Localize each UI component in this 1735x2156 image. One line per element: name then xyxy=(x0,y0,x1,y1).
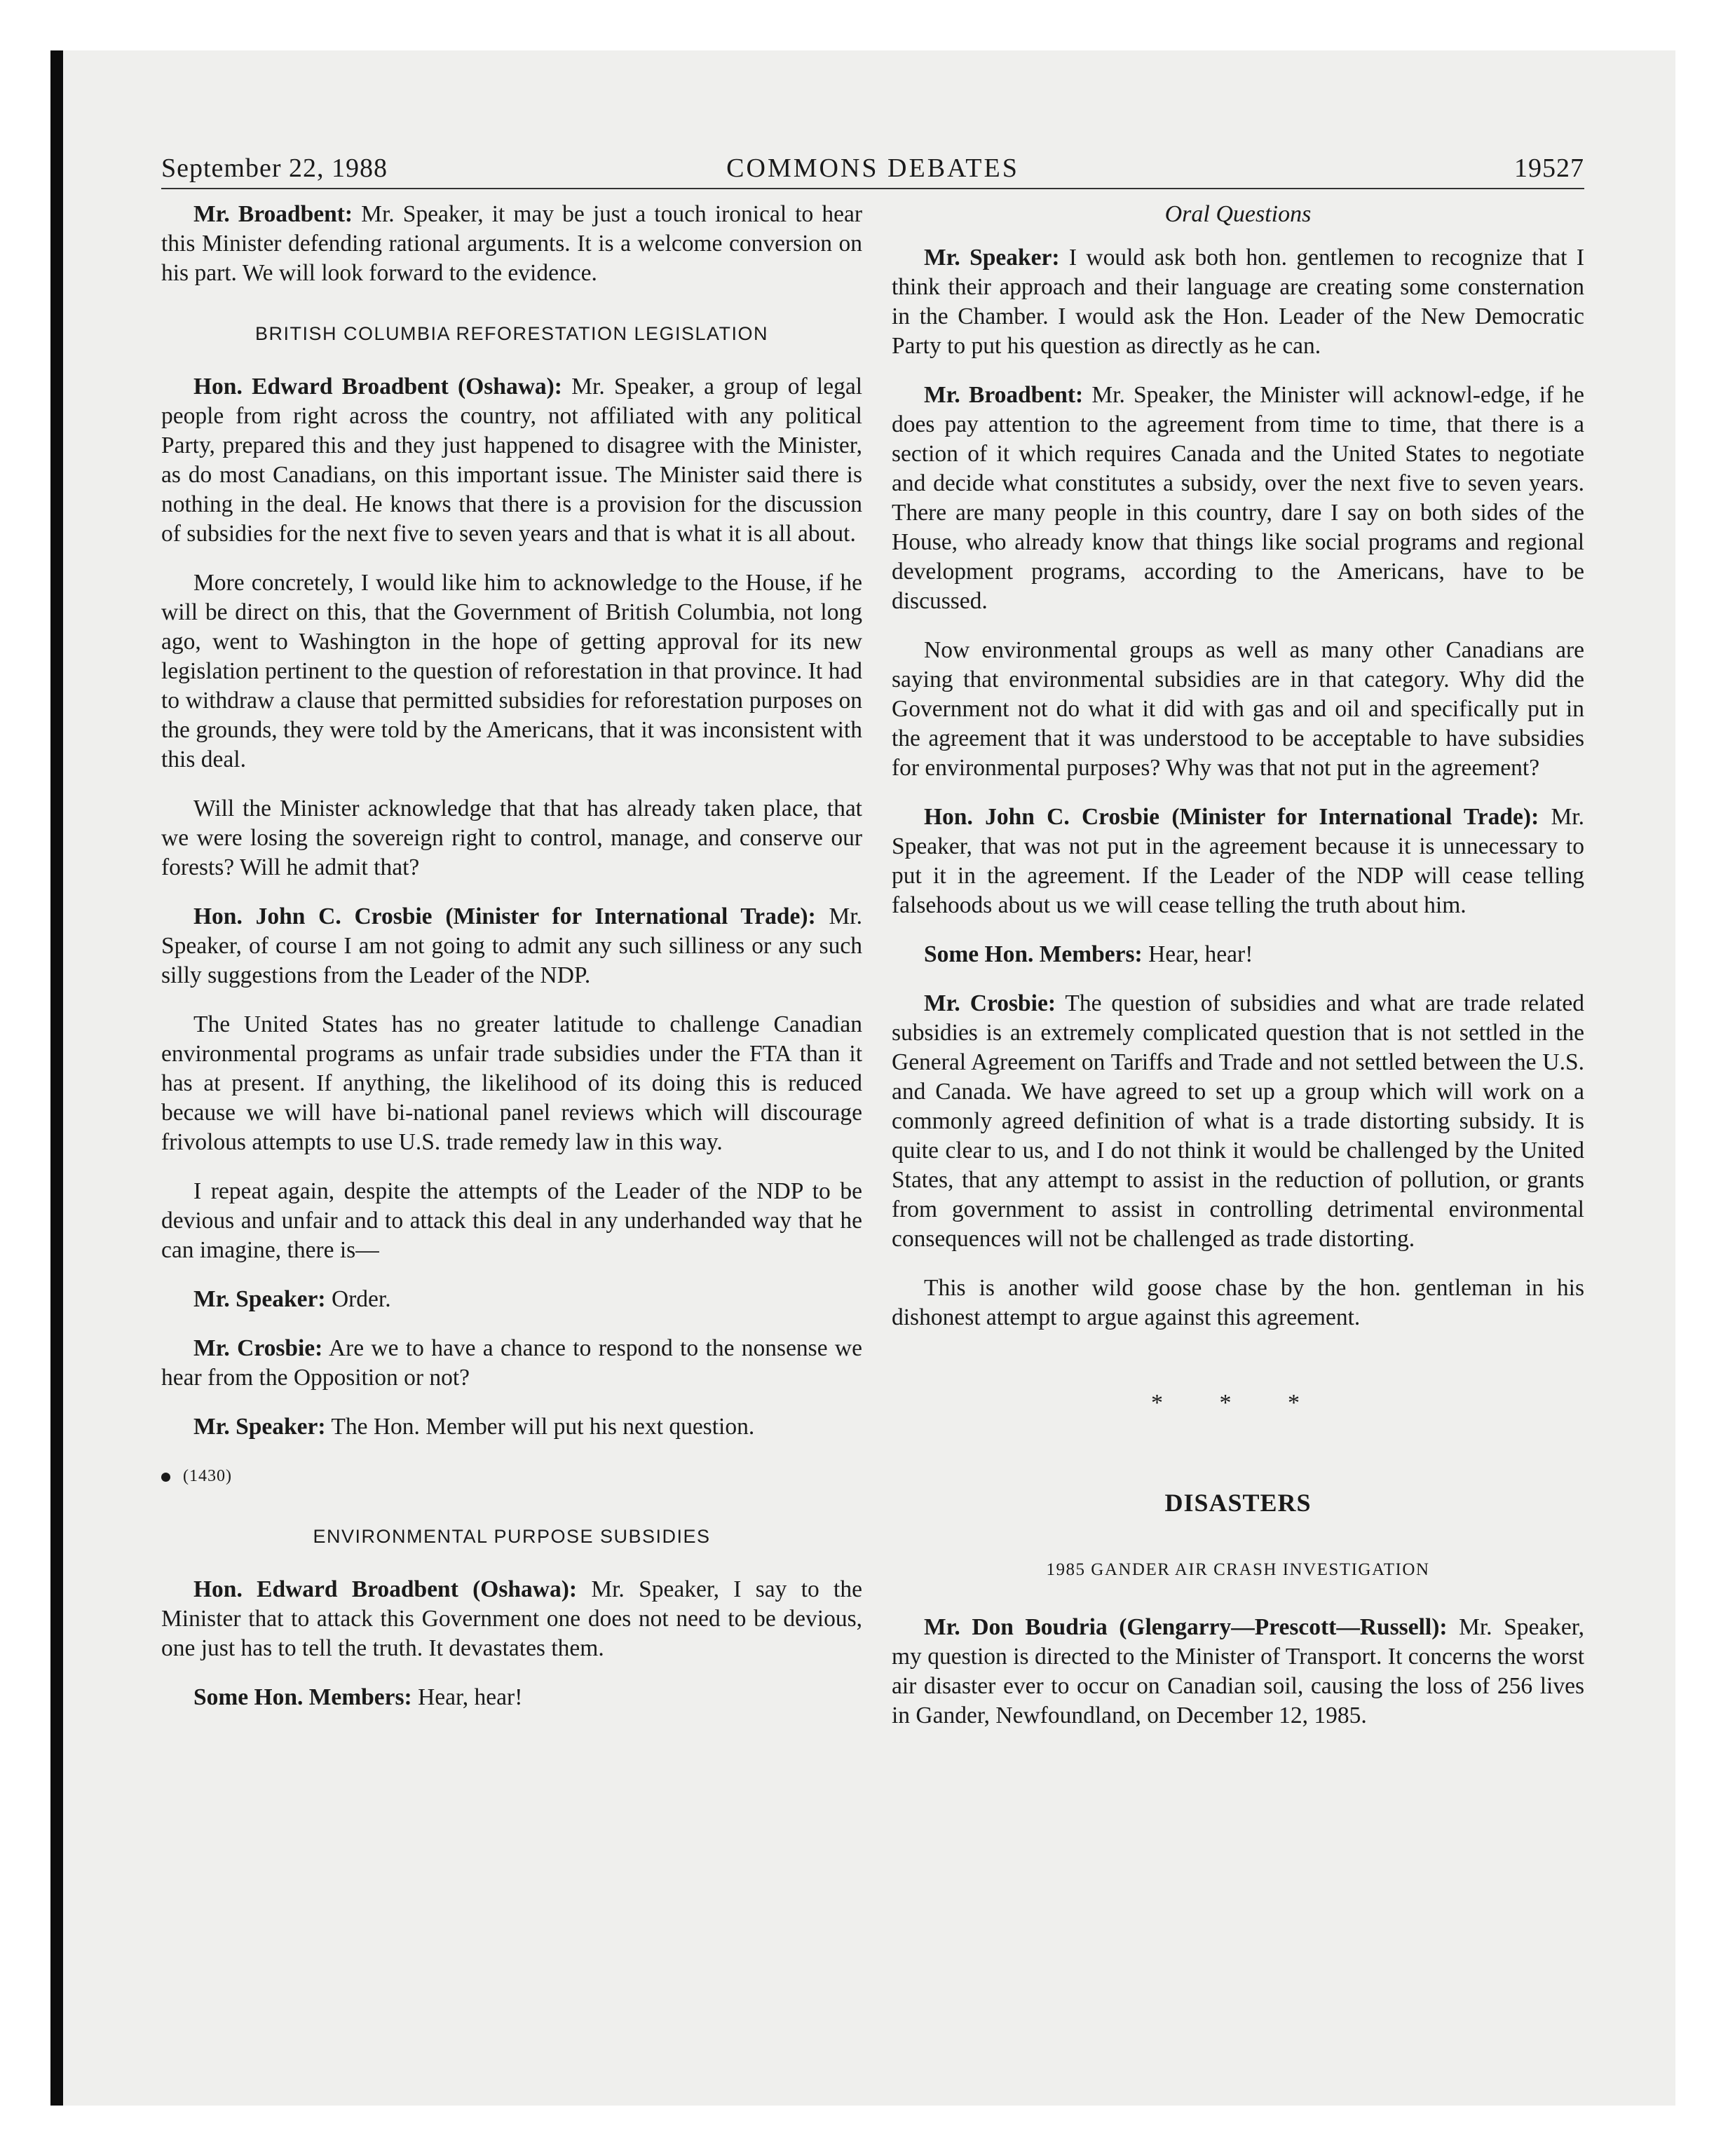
paragraph-text: The Hon. Member will put his next question. xyxy=(331,1414,755,1440)
paragraph-text: The question of subsidies and what are trade related subsidies is an extremely complicated question that is not settled in the General Agreement on Tariffs and Trade and not settled between the U.S. and Canada. We have agreed to set up a group which will work on a commonly agreed definition of what is a trade distorting subsidy. It is quite clear to us, and I do not think it would be challenged by the United States, that any attempt to assist in the reduction of pollution, or grants from government to assist in controlling detrimental environmental consequences will not be challenged as trade distorting. xyxy=(892,990,1584,1252)
time-marker xyxy=(161,1461,862,1491)
paragraph xyxy=(892,243,1584,361)
paragraph xyxy=(161,1177,862,1265)
paragraph-text: Hear, hear! xyxy=(1148,941,1253,967)
header-date: September 22, 1988 xyxy=(161,153,388,183)
paragraph xyxy=(161,1683,862,1712)
paragraph xyxy=(161,794,862,882)
speaker-name: Hon. John C. Crosbie (Minister for International Trade): xyxy=(193,903,816,929)
paragraph xyxy=(161,372,862,549)
speaker-name: Mr. Broadbent: xyxy=(924,382,1084,408)
paragraph-text: Mr. Speaker, my question is directed to the Minister of Transport. It concerns the worst air disaster ever to occur on Canadian soil, causing the loss of 256 lives in Gander, Newfoundland, on December 12, 1985. xyxy=(892,1614,1584,1728)
speaker-name: Mr. Don Boudria (Glengarry—Prescott—Russell): xyxy=(924,1614,1448,1640)
paragraph xyxy=(892,989,1584,1254)
paragraph xyxy=(892,636,1584,783)
paragraph xyxy=(161,568,862,775)
paragraph xyxy=(161,1010,862,1157)
paragraph-text: Mr. Speaker, the Minister will acknowl-edge, if he does pay attention to the agreement from time to time, that there is a section of it which requires Canada and the United States to negotiate and decide what constitutes a subsidy, over the next five to seven years. There are many people in this country, dare I say on both sides of the House, who already know that things like social programs and regional development programs, according to the Americans, have to be discussed. xyxy=(892,382,1585,614)
speaker-name: Mr. Speaker: xyxy=(924,245,1060,271)
section-heading: ENVIRONMENTAL PURPOSE SUBSIDIES xyxy=(313,1526,711,1547)
paragraph xyxy=(161,1412,862,1442)
speaker-name: Mr. Broadbent: xyxy=(193,201,353,227)
section-heading: BRITISH COLUMBIA REFORESTATION LEGISLATION xyxy=(254,323,769,344)
speaker-name: Mr. Speaker: xyxy=(193,1414,326,1440)
major-heading: DISASTERS xyxy=(1164,1489,1312,1517)
paragraph xyxy=(892,1274,1584,1332)
paragraph xyxy=(161,902,862,990)
speaker-name: Some Hon. Members: xyxy=(193,1684,412,1710)
paragraph xyxy=(161,1575,862,1663)
paragraph-text: Will the Minister acknowledge that that has already taken place, that we were losing the sovereign right to control, manage, and conserve our forests? Will he admit that? xyxy=(161,796,862,880)
header-title: COMMONS DEBATES xyxy=(726,153,1019,183)
running-head: Oral Questions xyxy=(1164,201,1312,227)
paragraph-text: Mr. Speaker, I say to the Minister that to attack this Government one does not need to be devious, one just has to tell the truth. It devastates them. xyxy=(161,1576,862,1661)
bullet-dot-icon xyxy=(161,1473,170,1482)
paragraph xyxy=(161,200,862,288)
paragraph xyxy=(161,1285,862,1314)
paragraph-text: Mr. Speaker, of course I am not going to admit any such silliness or any such silly suggestions from the Leader of the NDP. xyxy=(161,903,862,988)
paragraph-text: The United States has no greater latitude to challenge Canadian environmental programs as unfair trade subsidies under the FTA than it has at present. If anything, the likelihood of its doing this is reduced because we will have bi-national panel reviews which will discourage frivolous attempts to use U.S. trade remedy law in this way. xyxy=(161,1011,862,1155)
paragraph-text: More concretely, I would like him to acknowledge to the House, if he will be direct on this, that the Government of British Columbia, not long ago, went to Washington in the hope of getting approval for its new legislation pertinent to the question of reforestation in that province. It had to withdraw a clause that permitted subsidies for reforestation purposes on the grounds, they were told by the Americans, that it was inconsistent with this deal. xyxy=(161,570,862,772)
header-page-number: 19527 xyxy=(1514,153,1584,183)
paragraph-text: Are we to have a chance to respond to the nonsense we hear from the Opposition or not? xyxy=(161,1335,862,1391)
paragraph xyxy=(892,803,1584,920)
speaker-name: Hon. Edward Broadbent (Oshawa): xyxy=(193,1576,578,1602)
paragraph-text: I repeat again, despite the attempts of the Leader of the NDP to be devious and unfair and to attack this deal in any underhanded way that he can imagine, there is— xyxy=(161,1178,862,1263)
paragraph-text: Order. xyxy=(331,1286,391,1312)
right-column xyxy=(892,200,1584,1750)
time-marker-text: (1430) xyxy=(183,1467,232,1485)
speaker-name: Hon. Edward Broadbent (Oshawa): xyxy=(193,374,562,400)
paragraph-text: Mr. Speaker, it may be just a touch ironical to hear this Minister defending rational arguments. It is a welcome conversion on his part. We will look forward to the evidence. xyxy=(161,201,862,286)
speaker-name: Hon. John C. Crosbie (Minister for International Trade): xyxy=(924,804,1539,830)
paragraph xyxy=(892,940,1584,969)
paragraph-text: Hear, hear! xyxy=(418,1684,523,1710)
speaker-name: Some Hon. Members: xyxy=(924,941,1143,967)
paragraph-text: Now environmental groups as well as many other Canadians are saying that environmental subsidies are in that category. Why did the Government not do what it did with gas and oil and specifically put in the agreement that it was understood to be acceptable to have subsidies for environmental purposes? Why was that not put in the agreement? xyxy=(892,637,1584,781)
paragraph xyxy=(892,1613,1584,1731)
section-separator-stars: * * * xyxy=(1151,1390,1325,1416)
page-header xyxy=(161,153,1584,189)
paragraph-text: Mr. Speaker, a group of legal people from right across the country, not affiliated with any political Party, prepared this and they just happened to disagree with the Minister, as do most Canadians, on this important issue. The Minister said there is nothing in the deal. He knows that there is a provision for the discussion of subsidies for the next five to seven years and that is what it is all about. xyxy=(161,374,863,547)
paragraph-text: Mr. Speaker, that was not put in the agreement because it is unnecessary to put it in the agreement. If the Leader of the NDP will cease telling falsehoods about us we will cease telling the truth about him. xyxy=(892,804,1584,918)
speaker-name: Mr. Crosbie: xyxy=(924,990,1056,1016)
scan-edge-bar xyxy=(50,50,63,2106)
sub-heading: 1985 GANDER AIR CRASH INVESTIGATION xyxy=(1046,1560,1430,1579)
speaker-name: Mr. Speaker: xyxy=(193,1286,326,1312)
paragraph-text: I would ask both hon. gentlemen to recognize that I think their approach and their language are creating some consternation in the Chamber. I would ask the Hon. Leader of the New Democratic Party to put his question as directly as he can. xyxy=(892,245,1584,359)
left-column xyxy=(161,200,862,1732)
paragraph-text: This is another wild goose chase by the hon. gentleman in his dishonest attempt to argue against this agreement. xyxy=(892,1275,1584,1330)
paragraph xyxy=(161,1334,862,1393)
speaker-name: Mr. Crosbie: xyxy=(193,1335,323,1361)
paragraph xyxy=(892,381,1584,616)
